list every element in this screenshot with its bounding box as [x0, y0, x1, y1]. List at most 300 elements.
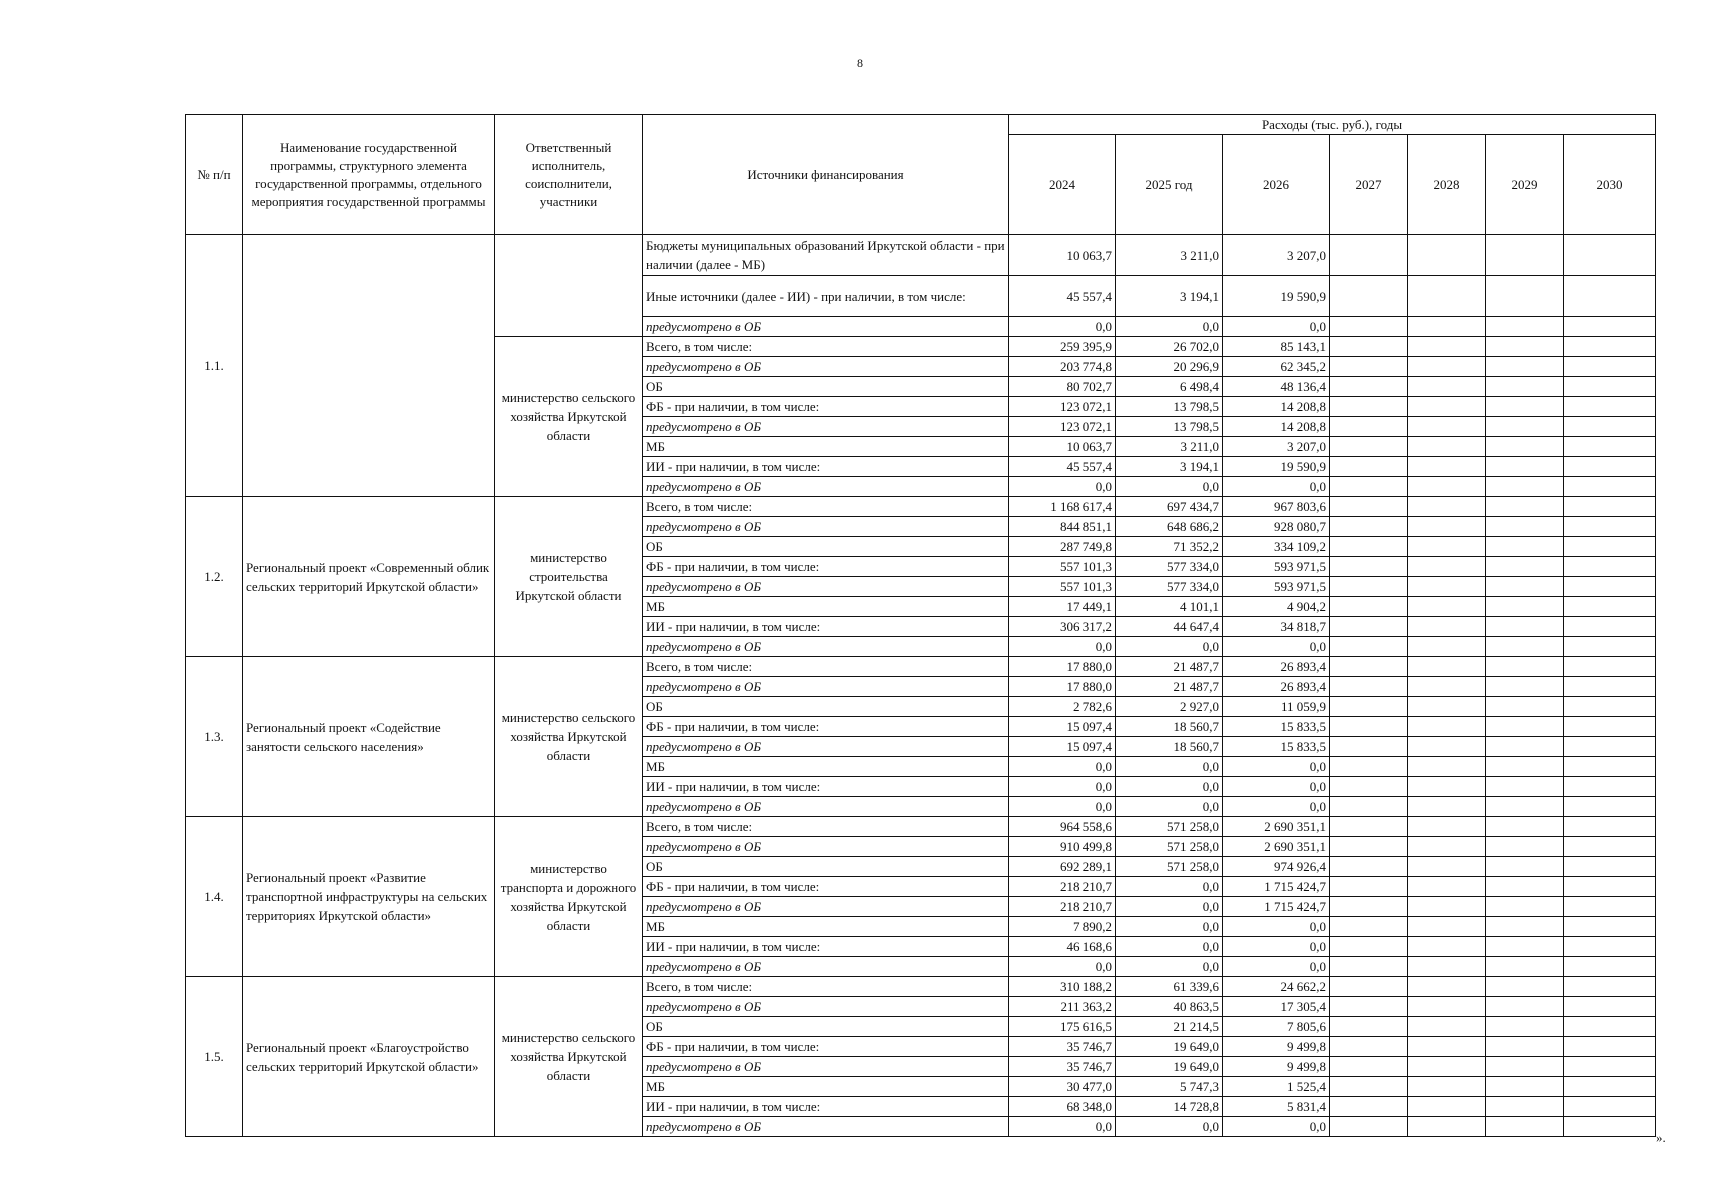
empty-year-cell	[1408, 697, 1486, 717]
amount-cell: 14 208,8	[1223, 417, 1330, 437]
empty-year-cell	[1486, 317, 1564, 337]
empty-year-cell	[1486, 337, 1564, 357]
empty-year-cell	[1486, 957, 1564, 977]
amount-cell: 0,0	[1223, 937, 1330, 957]
empty-year-cell	[1564, 537, 1656, 557]
empty-year-cell	[1564, 317, 1656, 337]
empty-year-cell	[1486, 1077, 1564, 1097]
item-number: 1.2.	[186, 497, 243, 657]
amount-cell: 0,0	[1009, 797, 1116, 817]
empty-year-cell	[1408, 857, 1486, 877]
amount-cell: 218 210,7	[1009, 897, 1116, 917]
empty-year-cell	[1330, 897, 1408, 917]
amount-cell: 0,0	[1223, 797, 1330, 817]
empty-year-cell	[1408, 417, 1486, 437]
empty-year-cell	[1564, 276, 1656, 317]
empty-year-cell	[1564, 1037, 1656, 1057]
amount-cell: 9 499,8	[1223, 1057, 1330, 1077]
amount-cell: 910 499,8	[1009, 837, 1116, 857]
amount-cell: 0,0	[1009, 317, 1116, 337]
empty-year-cell	[1486, 757, 1564, 777]
amount-cell: 7 805,6	[1223, 1017, 1330, 1037]
amount-cell: 306 317,2	[1009, 617, 1116, 637]
empty-year-cell	[1408, 617, 1486, 637]
amount-cell: 13 798,5	[1116, 397, 1223, 417]
empty-year-cell	[1408, 357, 1486, 377]
empty-year-cell	[1408, 977, 1486, 997]
item-number: 1.1.	[186, 235, 243, 497]
empty-year-cell	[1330, 877, 1408, 897]
funding-source: МБ	[643, 757, 1009, 777]
financing-table	[185, 114, 1656, 1137]
empty-year-cell	[1330, 437, 1408, 457]
empty-year-cell	[1486, 617, 1564, 637]
empty-year-cell	[1486, 557, 1564, 577]
empty-year-cell	[1564, 235, 1656, 276]
amount-cell: 11 059,9	[1223, 697, 1330, 717]
amount-cell: 0,0	[1116, 797, 1223, 817]
amount-cell: 3 207,0	[1223, 437, 1330, 457]
empty-year-cell	[1330, 377, 1408, 397]
empty-year-cell	[1330, 457, 1408, 477]
amount-cell: 21 487,7	[1116, 677, 1223, 697]
amount-cell: 0,0	[1116, 917, 1223, 937]
funding-source: предусмотрено в ОБ	[643, 797, 1009, 817]
empty-year-cell	[1330, 817, 1408, 837]
empty-year-cell	[1330, 337, 1408, 357]
funding-source: предусмотрено в ОБ	[643, 417, 1009, 437]
funding-source: ОБ	[643, 537, 1009, 557]
amount-cell: 218 210,7	[1009, 877, 1116, 897]
empty-year-cell	[1486, 1057, 1564, 1077]
empty-year-cell	[1564, 337, 1656, 357]
funding-source: МБ	[643, 437, 1009, 457]
amount-cell: 0,0	[1116, 957, 1223, 977]
amount-cell: 15 097,4	[1009, 737, 1116, 757]
amount-cell: 0,0	[1223, 637, 1330, 657]
empty-year-cell	[1486, 977, 1564, 997]
empty-year-cell	[1486, 477, 1564, 497]
empty-year-cell	[1408, 1037, 1486, 1057]
empty-year-cell	[1330, 777, 1408, 797]
item-name: Региональный проект «Благоустройство сельских территорий Иркутской области»	[243, 977, 495, 1137]
amount-cell: 24 662,2	[1223, 977, 1330, 997]
amount-cell: 21 487,7	[1116, 657, 1223, 677]
empty-year-cell	[1330, 597, 1408, 617]
amount-cell: 45 557,4	[1009, 457, 1116, 477]
empty-year-cell	[1564, 857, 1656, 877]
empty-year-cell	[1564, 357, 1656, 377]
amount-cell: 287 749,8	[1009, 537, 1116, 557]
amount-cell: 15 097,4	[1009, 717, 1116, 737]
funding-source: Всего, в том числе:	[643, 497, 1009, 517]
item-number: 1.5.	[186, 977, 243, 1137]
empty-year-cell	[1408, 997, 1486, 1017]
amount-cell: 3 211,0	[1116, 235, 1223, 276]
amount-cell: 15 833,5	[1223, 717, 1330, 737]
header-year: 2028	[1408, 135, 1486, 235]
funding-source: ФБ - при наличии, в том числе:	[643, 397, 1009, 417]
empty-year-cell	[1330, 517, 1408, 537]
amount-cell: 557 101,3	[1009, 577, 1116, 597]
amount-cell: 4 904,2	[1223, 597, 1330, 617]
empty-year-cell	[1408, 817, 1486, 837]
empty-year-cell	[1408, 457, 1486, 477]
amount-cell: 0,0	[1009, 957, 1116, 977]
empty-year-cell	[1408, 837, 1486, 857]
funding-source: Всего, в том числе:	[643, 657, 1009, 677]
empty-year-cell	[1564, 797, 1656, 817]
amount-cell: 577 334,0	[1116, 557, 1223, 577]
amount-cell: 30 477,0	[1009, 1077, 1116, 1097]
empty-year-cell	[1408, 677, 1486, 697]
empty-year-cell	[1330, 937, 1408, 957]
empty-year-cell	[1330, 997, 1408, 1017]
empty-year-cell	[1330, 677, 1408, 697]
empty-year-cell	[1486, 397, 1564, 417]
funding-source: ОБ	[643, 697, 1009, 717]
empty-year-cell	[1330, 917, 1408, 937]
empty-year-cell	[1564, 577, 1656, 597]
empty-year-cell	[1564, 997, 1656, 1017]
empty-year-cell	[1564, 757, 1656, 777]
empty-year-cell	[1408, 1097, 1486, 1117]
amount-cell: 14 728,8	[1116, 1097, 1223, 1117]
empty-year-cell	[1408, 1077, 1486, 1097]
item-name: Региональный проект «Содействие занятости сельского населения»	[243, 657, 495, 817]
empty-year-cell	[1486, 877, 1564, 897]
empty-year-cell	[1564, 977, 1656, 997]
amount-cell: 15 833,5	[1223, 737, 1330, 757]
item-name	[243, 235, 495, 497]
amount-cell: 48 136,4	[1223, 377, 1330, 397]
empty-year-cell	[1330, 557, 1408, 577]
empty-year-cell	[1486, 457, 1564, 477]
empty-year-cell	[1486, 637, 1564, 657]
amount-cell: 211 363,2	[1009, 997, 1116, 1017]
amount-cell: 557 101,3	[1009, 557, 1116, 577]
empty-year-cell	[1408, 937, 1486, 957]
amount-cell: 26 893,4	[1223, 657, 1330, 677]
amount-cell: 17 880,0	[1009, 657, 1116, 677]
empty-year-cell	[1408, 1017, 1486, 1037]
empty-year-cell	[1408, 397, 1486, 417]
empty-year-cell	[1564, 557, 1656, 577]
empty-year-cell	[1408, 235, 1486, 276]
header-name: Наименование государственной программы, структурного элемента государственной программы, отдельного мероприятия государственной программы	[243, 115, 495, 235]
empty-year-cell	[1564, 657, 1656, 677]
amount-cell: 85 143,1	[1223, 337, 1330, 357]
funding-source: ОБ	[643, 377, 1009, 397]
empty-year-cell	[1408, 497, 1486, 517]
executor-cell: министерство сельского хозяйства Иркутской области	[495, 337, 643, 497]
amount-cell: 928 080,7	[1223, 517, 1330, 537]
empty-year-cell	[1330, 757, 1408, 777]
amount-cell: 1 168 617,4	[1009, 497, 1116, 517]
empty-year-cell	[1486, 235, 1564, 276]
funding-source: ФБ - при наличии, в том числе:	[643, 717, 1009, 737]
empty-year-cell	[1408, 897, 1486, 917]
amount-cell: 0,0	[1116, 637, 1223, 657]
empty-year-cell	[1564, 1097, 1656, 1117]
amount-cell: 964 558,6	[1009, 817, 1116, 837]
funding-source: предусмотрено в ОБ	[643, 1117, 1009, 1137]
amount-cell: 334 109,2	[1223, 537, 1330, 557]
empty-year-cell	[1330, 1077, 1408, 1097]
funding-source: предусмотрено в ОБ	[643, 517, 1009, 537]
empty-year-cell	[1486, 597, 1564, 617]
empty-year-cell	[1408, 777, 1486, 797]
empty-year-cell	[1564, 877, 1656, 897]
amount-cell: 0,0	[1116, 757, 1223, 777]
funding-source: предусмотрено в ОБ	[643, 957, 1009, 977]
funding-source: ИИ - при наличии, в том числе:	[643, 457, 1009, 477]
funding-source: предусмотрено в ОБ	[643, 1057, 1009, 1077]
closing-mark: ».	[1656, 1130, 1666, 1145]
amount-cell: 0,0	[1223, 477, 1330, 497]
header-year: 2029	[1486, 135, 1564, 235]
amount-cell: 62 345,2	[1223, 357, 1330, 377]
empty-year-cell	[1486, 817, 1564, 837]
amount-cell: 0,0	[1116, 937, 1223, 957]
header-num: № п/п	[186, 115, 243, 235]
empty-year-cell	[1330, 235, 1408, 276]
amount-cell: 0,0	[1223, 317, 1330, 337]
funding-source: предусмотрено в ОБ	[643, 897, 1009, 917]
header-year: 2027	[1330, 135, 1408, 235]
amount-cell: 1 525,4	[1223, 1077, 1330, 1097]
amount-cell: 0,0	[1223, 957, 1330, 977]
amount-cell: 5 747,3	[1116, 1077, 1223, 1097]
amount-cell: 35 746,7	[1009, 1037, 1116, 1057]
header-year: 2025 год	[1116, 135, 1223, 235]
amount-cell: 2 927,0	[1116, 697, 1223, 717]
amount-cell: 35 746,7	[1009, 1057, 1116, 1077]
funding-source: Иные источники (далее - ИИ) - при наличии, в том числе:	[643, 276, 1009, 317]
empty-year-cell	[1330, 317, 1408, 337]
amount-cell: 34 818,7	[1223, 617, 1330, 637]
empty-year-cell	[1330, 1037, 1408, 1057]
empty-year-cell	[1408, 757, 1486, 777]
amount-cell: 44 647,4	[1116, 617, 1223, 637]
empty-year-cell	[1486, 1097, 1564, 1117]
empty-year-cell	[1564, 457, 1656, 477]
empty-year-cell	[1330, 717, 1408, 737]
empty-year-cell	[1408, 1117, 1486, 1137]
amount-cell: 80 702,7	[1009, 377, 1116, 397]
amount-cell: 648 686,2	[1116, 517, 1223, 537]
empty-year-cell	[1486, 437, 1564, 457]
empty-year-cell	[1564, 497, 1656, 517]
empty-year-cell	[1408, 717, 1486, 737]
amount-cell: 19 649,0	[1116, 1037, 1223, 1057]
amount-cell: 18 560,7	[1116, 737, 1223, 757]
executor-cell	[495, 235, 643, 337]
amount-cell: 3 211,0	[1116, 437, 1223, 457]
header-expenses: Расходы (тыс. руб.), годы	[1009, 115, 1656, 135]
empty-year-cell	[1486, 276, 1564, 317]
funding-source: МБ	[643, 1077, 1009, 1097]
empty-year-cell	[1564, 1057, 1656, 1077]
amount-cell: 20 296,9	[1116, 357, 1223, 377]
amount-cell: 45 557,4	[1009, 276, 1116, 317]
empty-year-cell	[1564, 477, 1656, 497]
empty-year-cell	[1564, 517, 1656, 537]
amount-cell: 68 348,0	[1009, 1097, 1116, 1117]
amount-cell: 19 590,9	[1223, 457, 1330, 477]
empty-year-cell	[1330, 977, 1408, 997]
funding-source: предусмотрено в ОБ	[643, 637, 1009, 657]
header-year: 2024	[1009, 135, 1116, 235]
empty-year-cell	[1564, 1017, 1656, 1037]
empty-year-cell	[1564, 1077, 1656, 1097]
empty-year-cell	[1330, 697, 1408, 717]
empty-year-cell	[1486, 497, 1564, 517]
amount-cell: 46 168,6	[1009, 937, 1116, 957]
empty-year-cell	[1408, 797, 1486, 817]
empty-year-cell	[1564, 937, 1656, 957]
executor-cell: министерство строительства Иркутской области	[495, 497, 643, 657]
funding-source: Всего, в том числе:	[643, 977, 1009, 997]
amount-cell: 697 434,7	[1116, 497, 1223, 517]
funding-source: ОБ	[643, 1017, 1009, 1037]
funding-source: ИИ - при наличии, в том числе:	[643, 1097, 1009, 1117]
empty-year-cell	[1486, 917, 1564, 937]
empty-year-cell	[1486, 1017, 1564, 1037]
header-year: 2026	[1223, 135, 1330, 235]
empty-year-cell	[1564, 957, 1656, 977]
empty-year-cell	[1486, 657, 1564, 677]
empty-year-cell	[1564, 897, 1656, 917]
amount-cell: 571 258,0	[1116, 837, 1223, 857]
empty-year-cell	[1330, 637, 1408, 657]
empty-year-cell	[1486, 677, 1564, 697]
empty-year-cell	[1486, 737, 1564, 757]
amount-cell: 0,0	[1116, 1117, 1223, 1137]
amount-cell: 203 774,8	[1009, 357, 1116, 377]
amount-cell: 3 194,1	[1116, 457, 1223, 477]
item-name: Региональный проект «Современный облик сельских территорий Иркутской области»	[243, 497, 495, 657]
amount-cell: 19 649,0	[1116, 1057, 1223, 1077]
table-row	[186, 497, 1656, 517]
amount-cell: 6 498,4	[1116, 377, 1223, 397]
amount-cell: 17 305,4	[1223, 997, 1330, 1017]
empty-year-cell	[1486, 417, 1564, 437]
amount-cell: 2 690 351,1	[1223, 817, 1330, 837]
empty-year-cell	[1486, 777, 1564, 797]
item-name: Региональный проект «Развитие транспортной инфраструктуры на сельских территориях Иркутской области»	[243, 817, 495, 977]
empty-year-cell	[1564, 437, 1656, 457]
funding-source: ФБ - при наличии, в том числе:	[643, 557, 1009, 577]
empty-year-cell	[1564, 617, 1656, 637]
amount-cell: 0,0	[1223, 777, 1330, 797]
amount-cell: 0,0	[1116, 877, 1223, 897]
funding-source: ФБ - при наличии, в том числе:	[643, 877, 1009, 897]
empty-year-cell	[1330, 276, 1408, 317]
empty-year-cell	[1330, 657, 1408, 677]
amount-cell: 61 339,6	[1116, 977, 1223, 997]
amount-cell: 844 851,1	[1009, 517, 1116, 537]
amount-cell: 17 449,1	[1009, 597, 1116, 617]
empty-year-cell	[1564, 917, 1656, 937]
funding-source: предусмотрено в ОБ	[643, 357, 1009, 377]
empty-year-cell	[1408, 577, 1486, 597]
empty-year-cell	[1486, 997, 1564, 1017]
empty-year-cell	[1486, 797, 1564, 817]
amount-cell: 692 289,1	[1009, 857, 1116, 877]
empty-year-cell	[1330, 497, 1408, 517]
funding-source: МБ	[643, 917, 1009, 937]
empty-year-cell	[1486, 857, 1564, 877]
empty-year-cell	[1330, 477, 1408, 497]
empty-year-cell	[1408, 657, 1486, 677]
empty-year-cell	[1564, 1117, 1656, 1137]
empty-year-cell	[1330, 417, 1408, 437]
table-header	[186, 115, 1656, 235]
amount-cell: 123 072,1	[1009, 417, 1116, 437]
funding-source: предусмотрено в ОБ	[643, 677, 1009, 697]
empty-year-cell	[1486, 897, 1564, 917]
amount-cell: 593 971,5	[1223, 557, 1330, 577]
amount-cell: 571 258,0	[1116, 857, 1223, 877]
amount-cell: 0,0	[1009, 757, 1116, 777]
empty-year-cell	[1564, 637, 1656, 657]
empty-year-cell	[1486, 517, 1564, 537]
page-number: 8	[857, 56, 863, 70]
item-number: 1.4.	[186, 817, 243, 977]
amount-cell: 10 063,7	[1009, 235, 1116, 276]
amount-cell: 1 715 424,7	[1223, 897, 1330, 917]
header-year: 2030	[1564, 135, 1656, 235]
amount-cell: 0,0	[1223, 917, 1330, 937]
empty-year-cell	[1408, 517, 1486, 537]
amount-cell: 0,0	[1116, 477, 1223, 497]
amount-cell: 21 214,5	[1116, 1017, 1223, 1037]
funding-source: Всего, в том числе:	[643, 817, 1009, 837]
empty-year-cell	[1486, 377, 1564, 397]
amount-cell: 71 352,2	[1116, 537, 1223, 557]
amount-cell: 259 395,9	[1009, 337, 1116, 357]
empty-year-cell	[1330, 397, 1408, 417]
empty-year-cell	[1330, 957, 1408, 977]
empty-year-cell	[1408, 597, 1486, 617]
header-sources: Источники финансирования	[643, 115, 1009, 235]
amount-cell: 0,0	[1116, 777, 1223, 797]
item-number: 1.3.	[186, 657, 243, 817]
funding-source: ОБ	[643, 857, 1009, 877]
empty-year-cell	[1330, 1057, 1408, 1077]
funding-source: предусмотрено в ОБ	[643, 997, 1009, 1017]
empty-year-cell	[1408, 877, 1486, 897]
amount-cell: 2 690 351,1	[1223, 837, 1330, 857]
amount-cell: 14 208,8	[1223, 397, 1330, 417]
amount-cell: 9 499,8	[1223, 1037, 1330, 1057]
empty-year-cell	[1486, 537, 1564, 557]
table-row	[186, 817, 1656, 837]
amount-cell: 123 072,1	[1009, 397, 1116, 417]
amount-cell: 0,0	[1223, 1117, 1330, 1137]
empty-year-cell	[1486, 697, 1564, 717]
empty-year-cell	[1408, 337, 1486, 357]
amount-cell: 0,0	[1009, 1117, 1116, 1137]
amount-cell: 4 101,1	[1116, 597, 1223, 617]
empty-year-cell	[1408, 917, 1486, 937]
empty-year-cell	[1408, 737, 1486, 757]
amount-cell: 3 194,1	[1116, 276, 1223, 317]
amount-cell: 571 258,0	[1116, 817, 1223, 837]
table-row	[186, 657, 1656, 677]
empty-year-cell	[1486, 1037, 1564, 1057]
